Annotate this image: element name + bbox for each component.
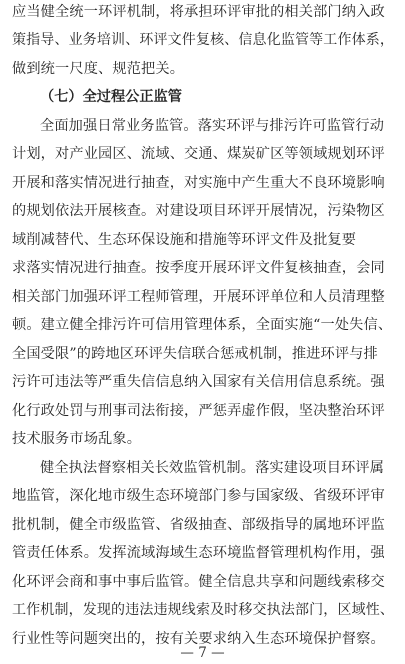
section-heading: （七）全过程公正监管 <box>40 89 182 105</box>
text-line: 做到统一尺度、规范把关。 <box>12 61 185 77</box>
text-line: 开展和落实情况进行抽查，对实施中产生重大不良环境影响 <box>12 175 385 191</box>
text-line: 地监管，深化地市级生态环境部门参与国家级、省级环评审 <box>12 488 385 504</box>
text-line: 应当健全统一环评机制，将承担环评审批的相关部门纳入政 <box>12 4 385 20</box>
text-line: 工作机制，发现的违法违规线索及时移交执法部门，区域性、 <box>12 602 395 618</box>
text-line: 的规划依法开展核查。对建设项目环评开展情况，污染物区 <box>12 203 385 219</box>
text-line: 求落实情况进行抽查。按季度开展环评文件复核抽查，会同 <box>12 260 385 276</box>
text-line: 技术服务市场乱象。 <box>12 431 142 447</box>
text-line: 相关部门加强环评工程师管理，开展环评单位和人员清理整 <box>12 289 385 305</box>
text-line: 全面加强日常业务监管。落实环评与排污许可监管行动 <box>40 118 385 134</box>
text-line: 行业性等问题突出的，按有关要求纳入生态环境保护督察。 <box>12 631 385 647</box>
text-line: 计划，对产业园区、流域、交通、煤炭矿区等领域规划环评 <box>12 146 385 162</box>
text-line: 管责任体系。发挥流域海域生态环境监督管理机构作用，强 <box>12 545 385 561</box>
page-number: — 7 — <box>180 645 225 661</box>
text-line: 全国受限”的跨地区环评失信联合惩戒机制，推进环评与排 <box>12 346 378 362</box>
text-line: 化行政处罚与刑事司法衔接，严惩弄虚作假，坚决整治环评 <box>12 403 385 419</box>
text-line: 污许可违法等严重失信信息纳入国家有关信用信息系统。强 <box>12 374 385 390</box>
text-line: 化环评会商和事中事后监管。健全信息共享和问题线索移交 <box>12 574 385 590</box>
text-line: 健全执法督察相关长效监管机制。落实建设项目环评属 <box>40 460 385 476</box>
text-line: 策指导、业务培训、环评文件复核、信息化监管等工作体系， <box>12 32 395 48</box>
text-line: 顿。建立健全排污许可信用管理体系，全面实施“一处失信、 <box>12 317 393 333</box>
text-line: 批机制，健全市级监管、省级抽查、部级指导的属地环评监 <box>12 517 385 533</box>
text-line: 域削减替代、生态环保设施和措施等环评文件及批复要 <box>12 232 357 248</box>
